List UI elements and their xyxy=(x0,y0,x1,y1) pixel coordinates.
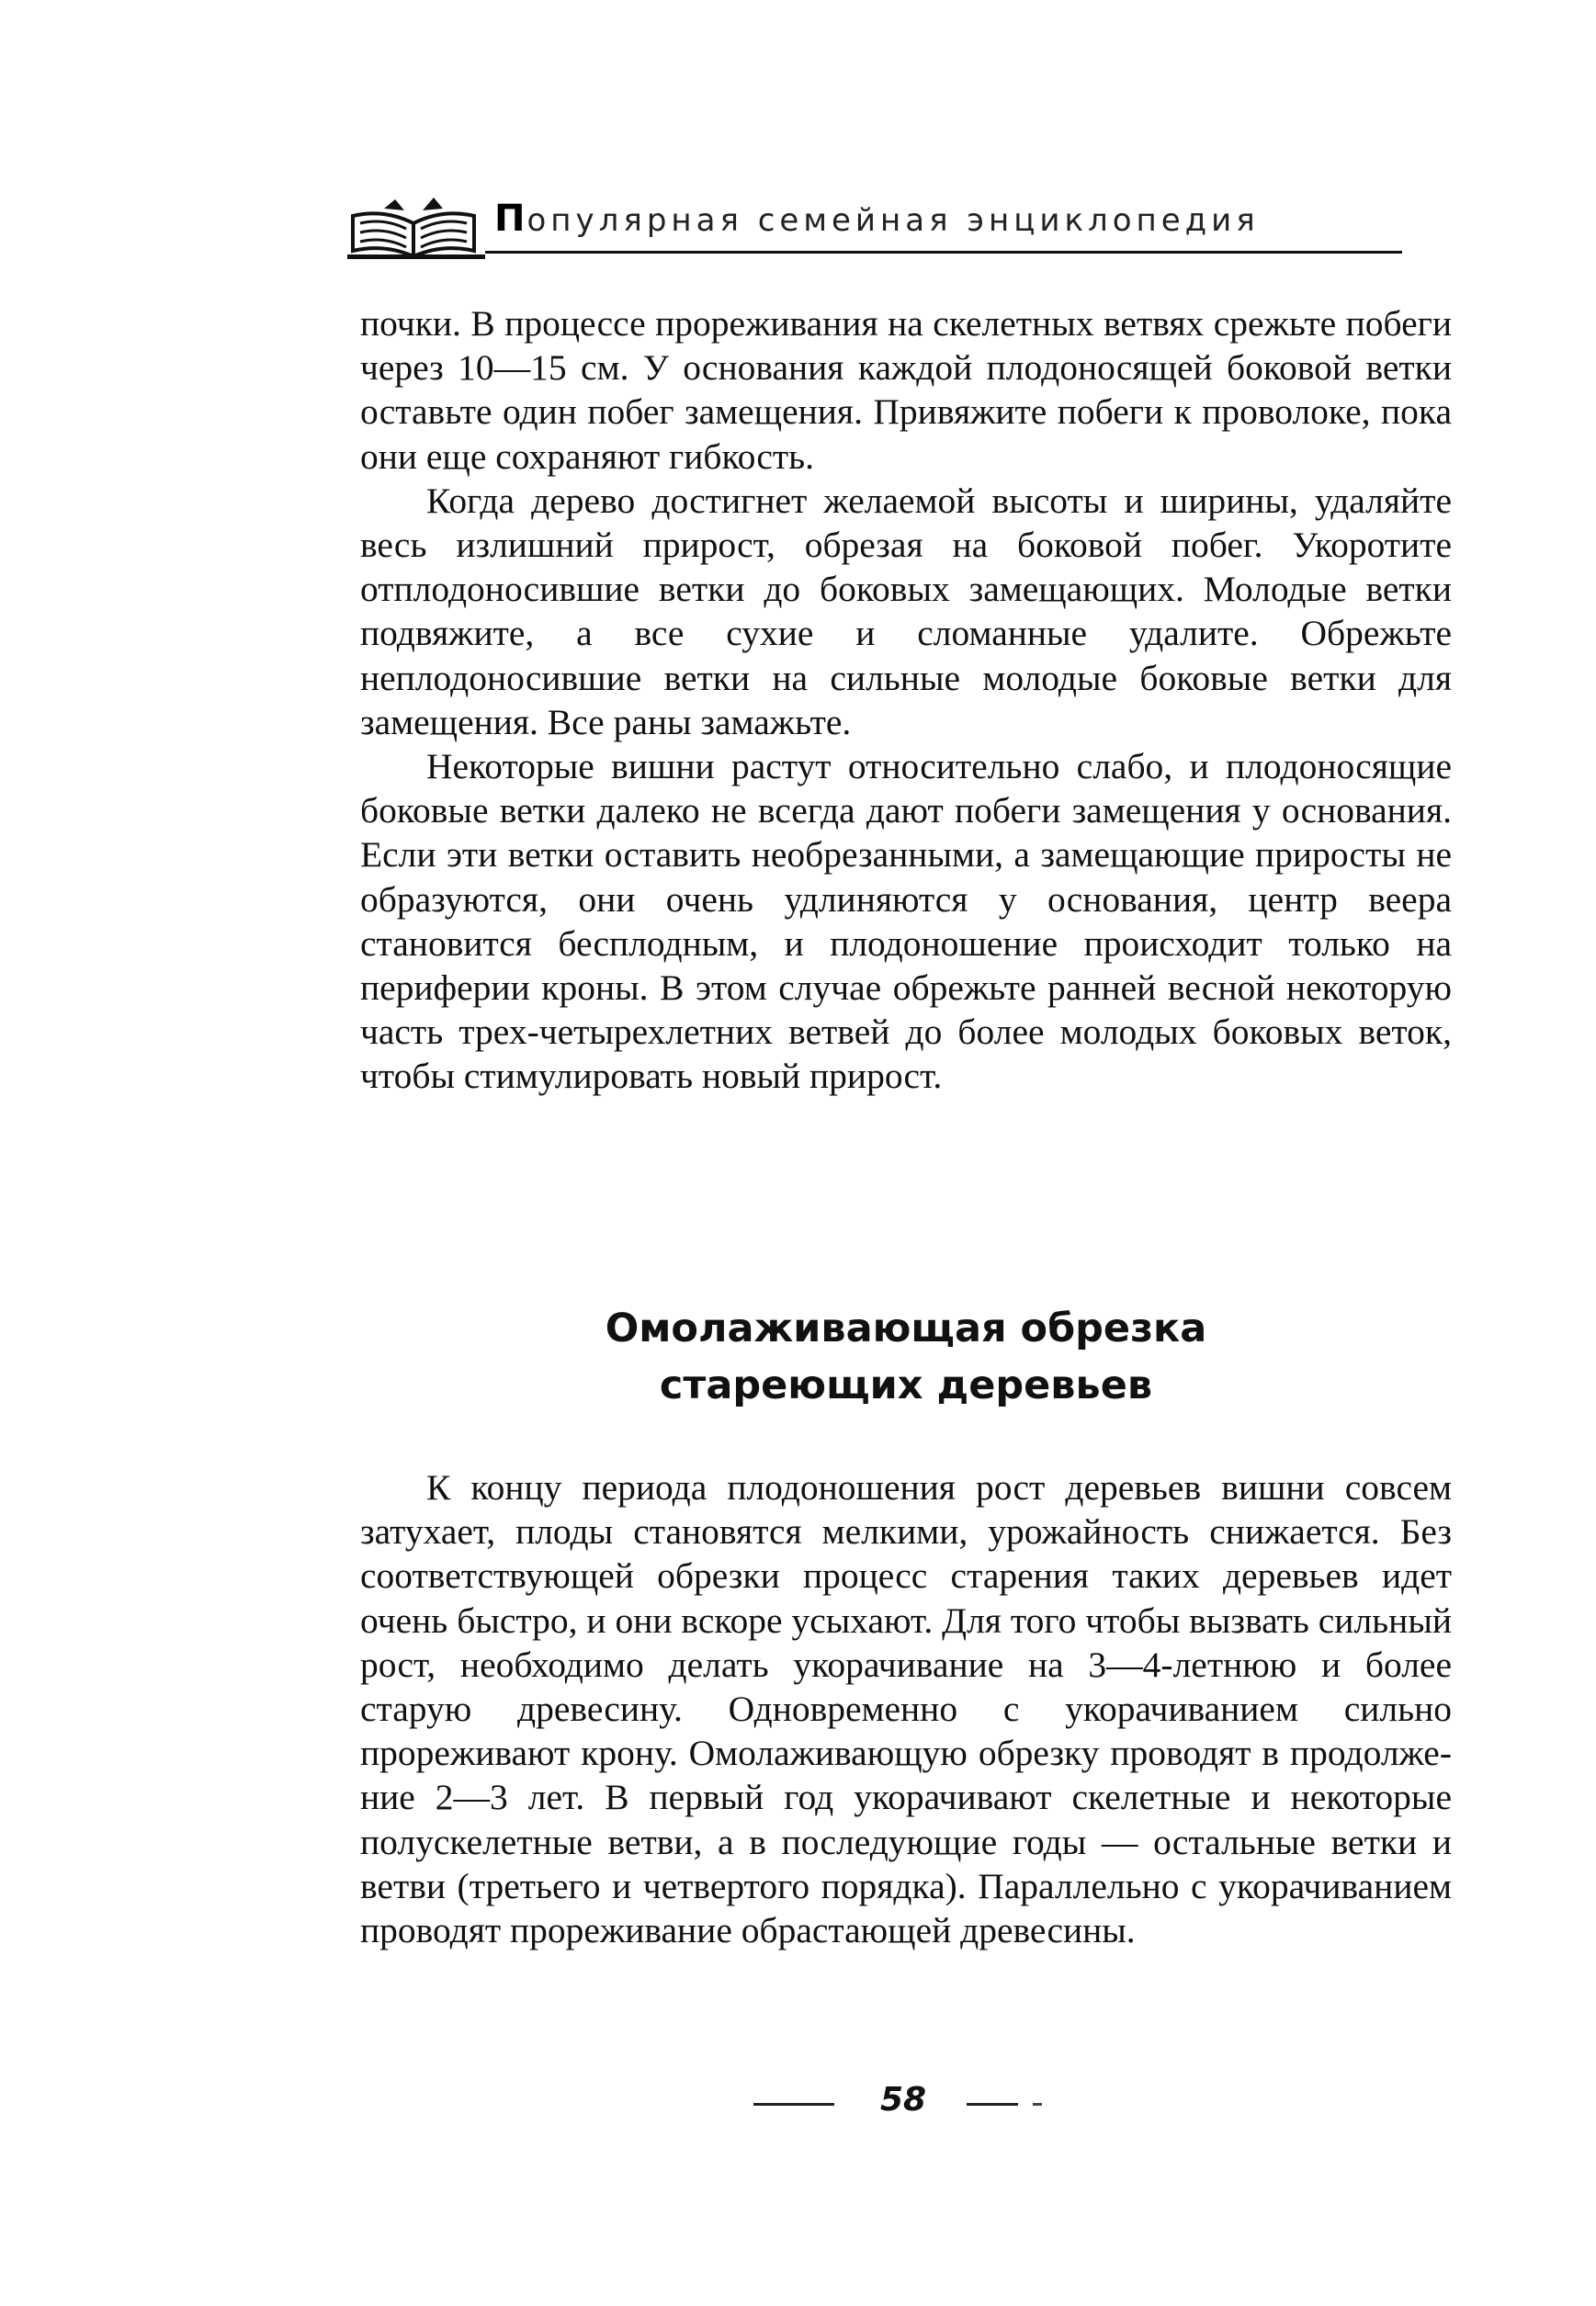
footer-dot-right xyxy=(1033,2103,1042,2106)
running-header-title xyxy=(494,198,1260,240)
header-rule xyxy=(485,251,1402,254)
body-text-top xyxy=(360,301,1452,1099)
header-title-initial: П xyxy=(494,198,527,240)
paragraph: К концу периода плодоношения рост деревьев вишни совсем затухает, плоды становятся мелкими, урожайность снижается. Без соответствующей обрезки процесс старения таких деревьев идет очень быстро, и они вскоре усыхают. Для того чтобы вызвать сильный рост, необходимо делать укорачивание на 3—4-летнюю и более старую древесину. Одновременно с укорачиванием сильно прореживают крону. Омолаживающую обрезку проводят в продолжение 2—3 лет. В первый год укорачивают скелетные и некоторые полускелетные ветви, а в последующие годы — остальные ветки и ветви (третьего и четвертого порядка). Параллельно с укорачиванием проводят прореживание обрастающей древесины. xyxy=(360,1467,1452,1951)
page-footer xyxy=(753,2081,1066,2127)
paragraph: Когда дерево достигнет желаемой высоты и ширины, удаляйте весь излишний прирост, обрезая на боковой побег. Укоротите отплодоносившие ветки до боковых замещающих. Молодые ветки подвяжите, а все сухие и сломанные удалите. Обрежьте неплодоносившие ветки на сильные молодые боковые ветки для замещения. Все раны замажьте. xyxy=(360,480,1452,742)
section-heading-line-2: стареющих деревьев xyxy=(659,1362,1153,1408)
section-body-text xyxy=(360,1465,1452,1952)
section-heading-line-1: Омолаживающая обрезка xyxy=(605,1306,1207,1351)
footer-dash-right xyxy=(967,2103,1018,2106)
section-heading xyxy=(360,1300,1452,1414)
open-book-icon xyxy=(347,196,485,260)
paragraph: Некоторые вишни растут относительно слабо, и плодоносящие боковые ветки далеко не всегда дают побеги замещения у основания. Если эти ветки оставить необрезанными, а замещающие приросты не образуются, они очень удлиняются у основания, центр веера становится бесплодным, и плодоношение происходит только на периферии кроны. В этом случае обрежьте ранней весной некоторую часть трех-четырехлетних ветвей до более молодых боковых веток, чтобы стимулировать новый прирост. xyxy=(360,746,1452,1097)
page-number: 58 xyxy=(880,2081,927,2119)
header-title-rest: опулярная семейная энциклопедия xyxy=(526,202,1260,239)
paragraph-continued: почки. В процессе прореживания на скелетных ветвях срежьте побеги через 10—15 см. У основания каждой плодоносящей боковой ветки оставьте один побег замещения. Привяжите побеги к проволоке, пока они еще сохраняют гибкость. xyxy=(360,303,1452,477)
footer-dash-left xyxy=(753,2103,834,2106)
running-header xyxy=(347,188,1402,262)
